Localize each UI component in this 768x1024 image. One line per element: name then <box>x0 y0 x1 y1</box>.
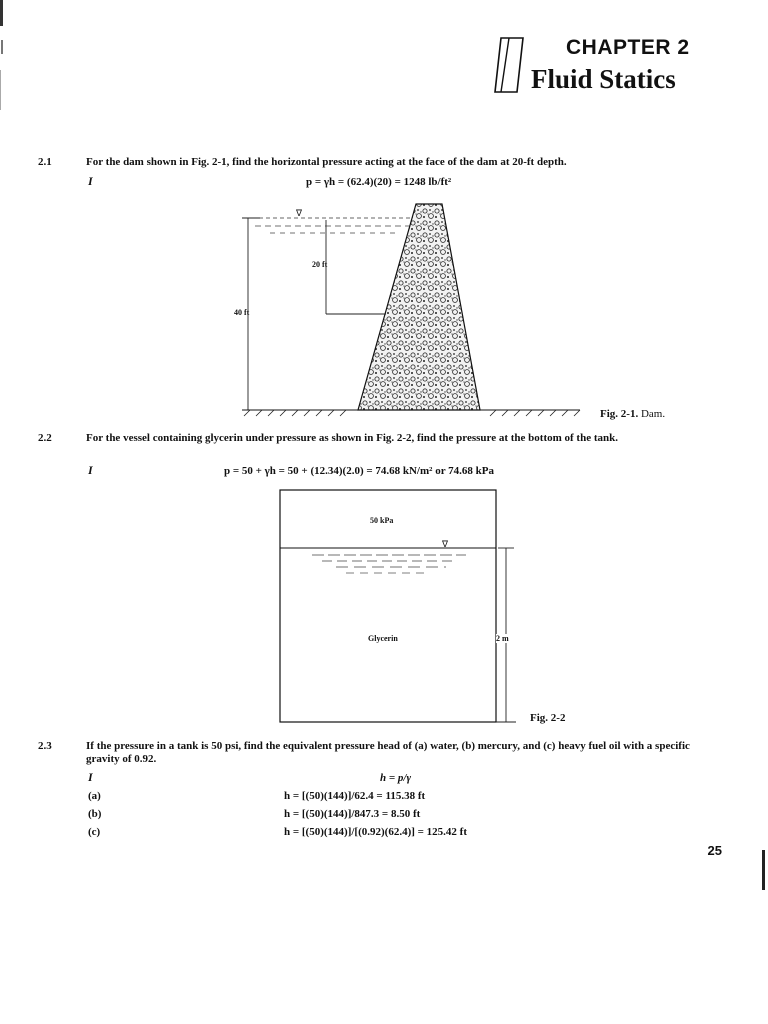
part-label: (b) <box>88 808 102 820</box>
problem-number: 2.2 <box>38 432 52 444</box>
figure-caption-text: Dam. <box>640 408 666 420</box>
solution-equation: p = γh = (62.4)(20) = 1248 lb/ft² <box>306 176 452 188</box>
problem-question: For the dam shown in Fig. 2-1, find the horizontal pressure acting at the face of the dam at 20-ft depth. <box>86 156 567 168</box>
page-number: 25 <box>707 843 722 858</box>
figure-caption-2-1 <box>600 408 665 420</box>
part-value: h = [(50)(144)]/62.4 = 115.38 ft <box>284 790 426 802</box>
problem-question: For the vessel containing glycerin under pressure as shown in Fig. 2-2, find the pressure at the bottom of the tank. <box>86 432 618 444</box>
solution-marker: I <box>88 174 93 188</box>
part-value: h = [(50)(144)]/[(0.92)(62.4)] = 125.42 ft <box>284 826 467 838</box>
part-label: (a) <box>88 790 101 802</box>
figure-dam <box>230 196 600 426</box>
free-surface-icon: ∇ <box>442 540 449 550</box>
solution-marker: I <box>88 770 93 784</box>
label-glycerin: Glycerin <box>368 634 398 643</box>
formula: h = p/γ <box>380 772 412 784</box>
chapter-mark-icon <box>491 34 531 102</box>
free-surface-icon: ∇ <box>296 209 303 219</box>
figure-caption-2-2: Fig. 2-2 <box>530 712 566 724</box>
part-label: (c) <box>88 826 101 838</box>
chapter-label: CHAPTER 2 <box>566 36 690 59</box>
label-50kpa: 50 kPa <box>370 516 394 525</box>
figure-tank <box>276 488 526 728</box>
scan-edge-artifact <box>0 0 8 120</box>
problem-number: 2.1 <box>38 156 52 168</box>
figure-caption-number: Fig. 2-1. <box>600 408 639 420</box>
label-20ft: 20 ft <box>312 260 328 269</box>
scan-edge-artifact-right <box>762 850 765 890</box>
problem-number: 2.3 <box>38 740 52 752</box>
label-40ft: 40 ft <box>234 308 250 317</box>
chapter-title: Fluid Statics <box>531 64 676 94</box>
part-value: h = [(50)(144)]/847.3 = 8.50 ft <box>284 808 421 820</box>
solution-marker: I <box>88 463 93 477</box>
problem-question: If the pressure in a tank is 50 psi, find the equivalent pressure head of (a) water, (b) mercury, and (c) heavy fuel oil with a specific gravity of 0.92. <box>86 740 690 765</box>
solution-equation: p = 50 + γh = 50 + (12.34)(2.0) = 74.68 kN/m² or 74.68 kPa <box>224 465 494 477</box>
label-2m: 2 m <box>496 634 509 643</box>
